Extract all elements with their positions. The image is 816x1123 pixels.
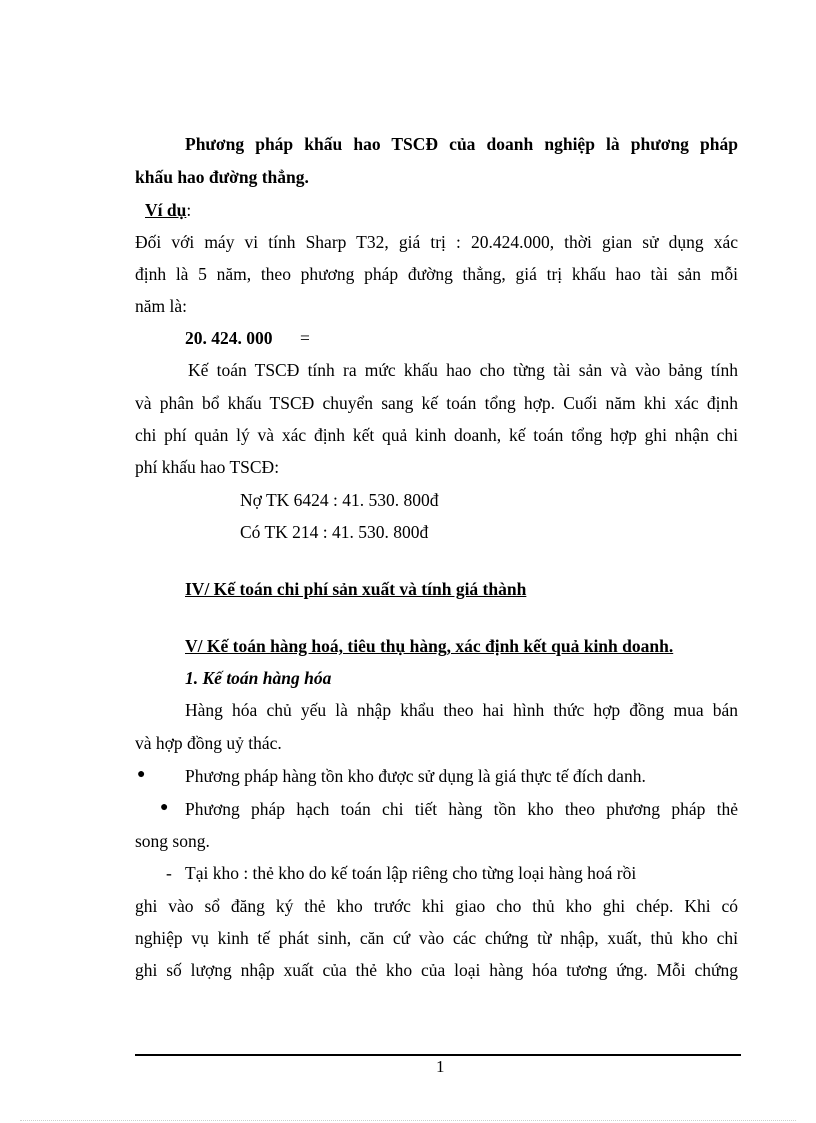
p2-line4: phí khấu hao TSCĐ: <box>135 457 280 477</box>
bullet-2-line2: song song. <box>135 831 210 851</box>
p1-line1: Phương pháp khấu hao TSCĐ của doanh nghiệp là phương pháp <box>185 134 738 154</box>
p3-line2: và hợp đồng uỷ thác. <box>135 733 282 753</box>
dash-line2: ghi vào sổ đăng ký thẻ kho trước khi giao cho thủ kho ghi chép. Khi có <box>135 896 738 916</box>
subheading-1: 1. Kế toán hàng hóa <box>185 668 332 688</box>
dash-line3: nghiệp vụ kinh tế phát sinh, căn cứ vào các chứng từ nhập, xuất, thủ kho chỉ <box>135 928 738 948</box>
formula-value: 20. 424. 000 <box>185 328 273 348</box>
example-colon: : <box>186 200 192 220</box>
p1-line2: khấu hao đường thẳng. <box>135 167 309 187</box>
page-number: 1 <box>436 1057 445 1076</box>
formula-equals: = <box>300 328 310 348</box>
dash-marker: - <box>166 863 172 883</box>
heading-iv: IV/ Kế toán chi phí sản xuất và tính giá thành <box>185 579 527 599</box>
example-line2: định là 5 năm, theo phương pháp đường thẳng, giá trị khấu hao tài sản mỗi <box>135 264 738 284</box>
bullet-1-text: Phương pháp hàng tồn kho được sử dụng là giá thực tế đích danh. <box>185 766 646 786</box>
example-line1: Đối với máy vi tính Sharp T32, giá trị : 20.424.000, thời gian sử dụng xác <box>135 232 738 252</box>
dash-line4: ghi số lượng nhập xuất của thẻ kho của loại hàng hóa tương ứng. Mỗi chứng <box>135 960 738 980</box>
credit-entry: Có TK 214 : 41. 530. 800đ <box>240 522 429 542</box>
example-label: Ví dụ <box>145 200 187 220</box>
example-heading <box>145 198 191 222</box>
example-line3: năm là: <box>135 296 187 316</box>
page-bottom-border <box>20 1120 796 1121</box>
p2-line3: chi phí quản lý và xác định kết quả kinh doanh, kế toán tổng hợp ghi nhận chi <box>135 425 738 445</box>
debit-entry: Nợ TK 6424 : 41. 530. 800đ <box>240 490 439 510</box>
dash-line1: Tại kho : thẻ kho do kế toán lập riêng cho từng loại hàng hoá rồi <box>185 863 637 883</box>
bullet-1-marker: ● <box>137 767 146 782</box>
p2-line1: Kế toán TSCĐ tính ra mức khấu hao cho từng tài sản và vào bảng tính <box>188 360 738 380</box>
bullet-2-line1: Phương pháp hạch toán chi tiết hàng tồn kho theo phương pháp thẻ <box>185 799 738 819</box>
p3-line1: Hàng hóa chủ yếu là nhập khẩu theo hai hình thức hợp đồng mua bán <box>185 700 738 720</box>
p2-line2: và phân bổ khấu TSCĐ chuyển sang kế toán tổng hợp. Cuối năm khi xác định <box>135 393 738 413</box>
heading-v: V/ Kế toán hàng hoá, tiêu thụ hàng, xác định kết quả kinh doanh. <box>185 636 674 656</box>
footer-rule <box>135 1054 741 1056</box>
bullet-2-marker: ● <box>160 800 169 815</box>
